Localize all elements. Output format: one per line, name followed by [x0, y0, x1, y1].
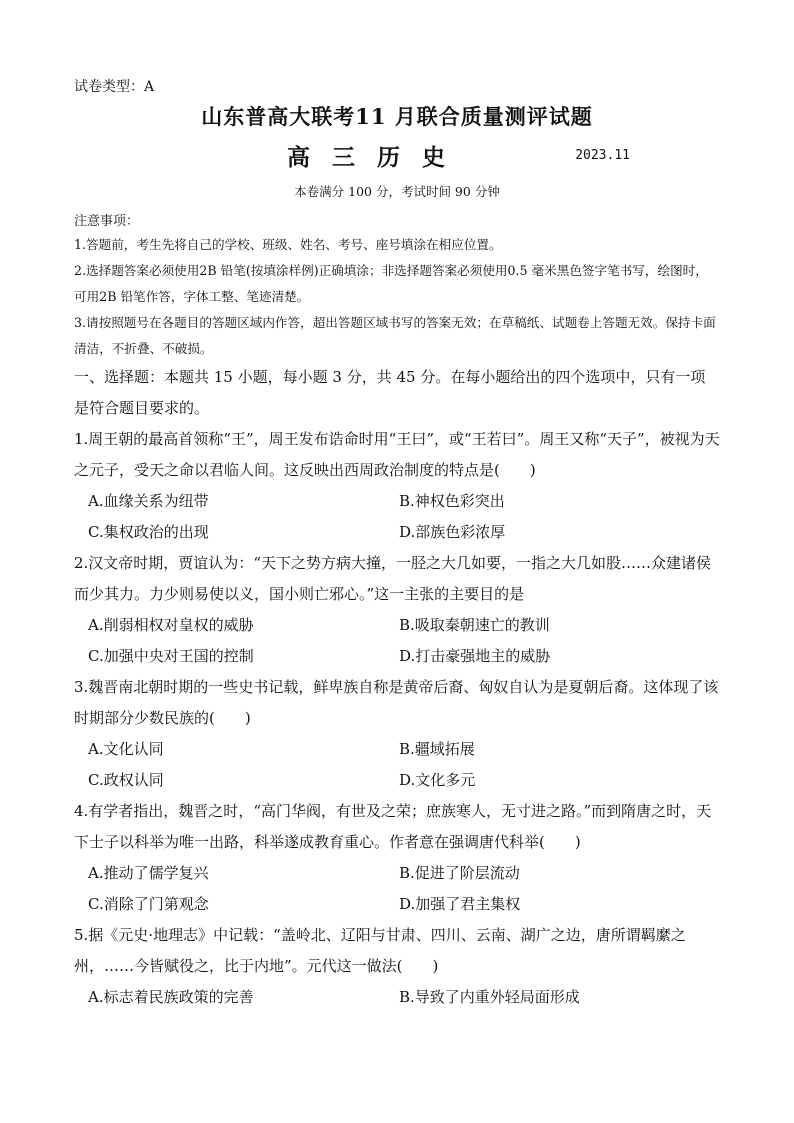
question-5	[74, 920, 720, 1013]
option-d: D.文化多元	[399, 771, 476, 789]
option-a: A.血缘关系为纽带	[88, 492, 209, 510]
subject-row	[74, 140, 720, 176]
option-a: A.推动了儒学复兴	[88, 864, 209, 882]
option-d: D.部族色彩浓厚	[399, 523, 506, 541]
option-c: C.消除了门第观念	[88, 895, 209, 913]
option-b: B.导致了内重外轻局面形成	[399, 988, 580, 1006]
notice-item: 3.请按照题号在各题目的答题区域内作答，超出答题区域书写的答案无效；在草稿纸、试题卷上答题无效。保持卡面清洁，不折叠、不破损。	[74, 315, 716, 356]
question-options	[74, 982, 720, 1013]
notice-item: 2.选择题答案必须使用2B 铅笔(按填涂样例)正确填涂；非选择题答案必须使用0.5 毫米黑色签字笔书写，绘图时，可用2B 铅笔作答，字体工整、笔迹清楚。	[74, 263, 708, 304]
question-options	[74, 858, 720, 920]
question-options	[74, 734, 720, 796]
question-4	[74, 796, 720, 920]
subject-title: 高三历史	[287, 144, 467, 171]
option-b: B.神权色彩突出	[399, 492, 505, 510]
option-b: B.吸取秦朝速亡的教训	[399, 616, 550, 634]
exam-title: 山东普高大联考11 月联合质量测评试题	[201, 104, 593, 129]
question-options	[74, 610, 720, 672]
option-c: C.集权政治的出现	[88, 523, 209, 541]
option-a: A.标志着民族政策的完善	[88, 988, 254, 1006]
question-1	[74, 424, 720, 548]
question-stem: 4.有学者指出，魏晋之时，“高门华阀，有世及之荣；庶族寒人，无寸进之路。”而到隋唐之时，天下士子以科举为唯一出路，科举遂成教育重心。作者意在强调唐代科举( )	[74, 802, 712, 851]
option-d: D.打击豪强地主的威胁	[399, 647, 551, 665]
option-c: C.政权认同	[88, 771, 164, 789]
option-a: A.文化认同	[88, 740, 164, 758]
notice-heading: 注意事项：	[74, 214, 140, 229]
option-c: C.加强中央对王国的控制	[88, 647, 254, 665]
question-options	[74, 486, 720, 548]
option-a: A.削弱相权对皇权的威胁	[88, 616, 254, 634]
option-b: B.促进了阶层流动	[399, 864, 520, 882]
question-stem: 2.汉文帝时期，贾谊认为：“天下之势方病大撞，一胫之大几如要，一指之大几如股……众建诸侯而少其力。力少则易使以义，国小则亡邪心。”这一主张的主要目的是	[74, 554, 711, 603]
notice-item: 1.答题前，考生先将自己的学校、班级、姓名、考号、座号填涂在相应位置。	[74, 237, 502, 252]
exam-meta: 本卷满分 100 分，考试时间 90 分钟	[294, 184, 500, 199]
section-title: 一、选择题：本题共 15 小题，每小题 3 分，共 45 分。在每小题给出的四个选项中，只有一项是符合题目要求的。	[74, 368, 706, 417]
question-stem: 1.周王朝的最高首领称“王”，周王发布诰命时用“王曰”，或“王若曰”。周王又称“天子”，被视为天之元子，受天之命以君临人间。这反映出西周政治制度的特点是( )	[74, 430, 720, 479]
option-b: B.疆域拓展	[399, 740, 475, 758]
exam-date: 2023.11	[575, 148, 630, 163]
exam-type-label: 试卷类型：A	[74, 79, 155, 95]
question-2	[74, 548, 720, 672]
question-stem: 5.据《元史·地理志》中记载：“盖岭北、辽阳与甘肃、四川、云南、湖广之边，唐所谓羁縻之州，……今皆赋役之，比于内地”。元代这一做法( )	[74, 926, 686, 975]
option-d: D.加强了君主集权	[399, 895, 521, 913]
question-3	[74, 672, 720, 796]
question-stem: 3.魏晋南北朝时期的一些史书记载，鲜卑族自称是黄帝后裔、匈奴自认为是夏朝后裔。这体现了该时期部分少数民族的( )	[74, 678, 719, 727]
